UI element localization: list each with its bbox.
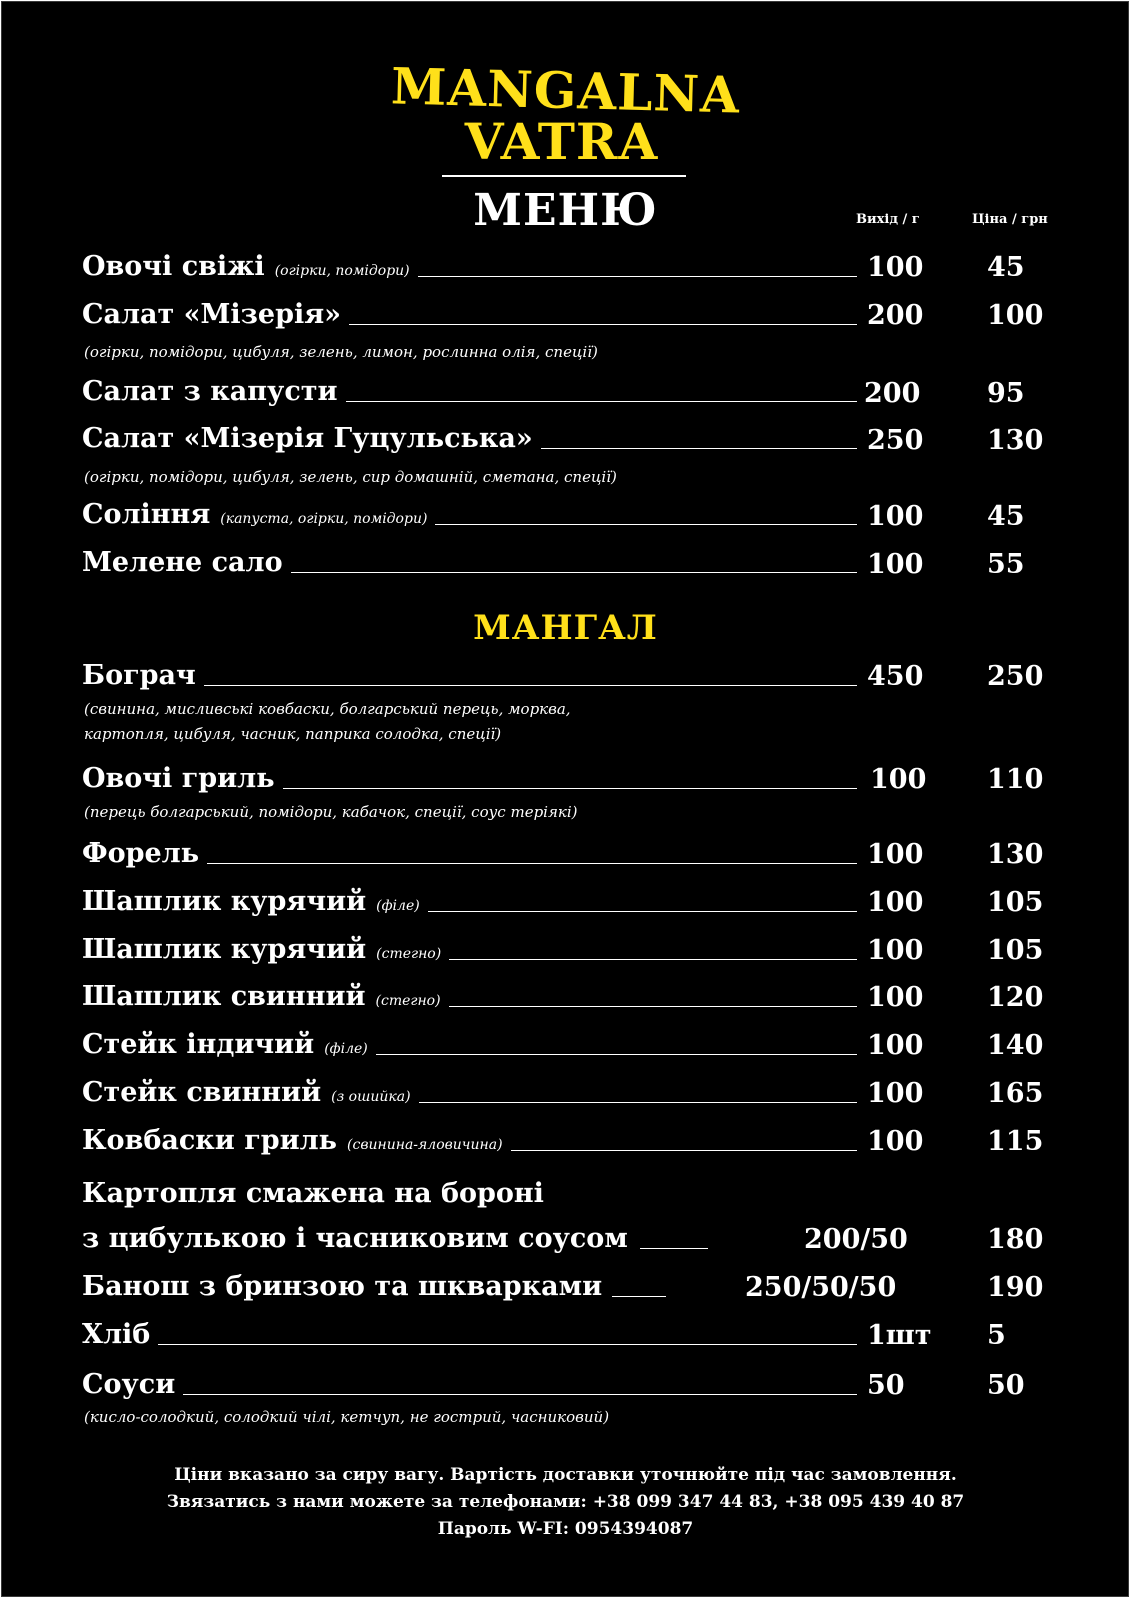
item-name: Салат «Мізерія»: [82, 299, 342, 330]
item-weight: 100: [867, 935, 924, 966]
menu-item: [82, 1368, 857, 1398]
item-name: Банош з бринзою та шкварками: [82, 1271, 603, 1302]
dot-leader: [449, 959, 857, 960]
item-name: Стейк свинний: [82, 1077, 322, 1108]
footer-line-phones: Звязатись з нами можете за телефонами: +38 099 347 44 83, +38 095 439 40 87: [166, 1492, 965, 1512]
item-price: 115: [987, 1126, 1044, 1157]
menu-item: [82, 422, 857, 452]
menu-board: [1, 1, 1129, 1597]
item-name: Хліб: [82, 1319, 151, 1350]
menu-item: [82, 1028, 857, 1058]
item-price: 45: [987, 252, 1025, 283]
item-price: 55: [987, 549, 1025, 580]
menu-item: [82, 498, 857, 528]
item-weight: 1шт: [867, 1320, 932, 1351]
dot-leader: [376, 1054, 857, 1055]
dot-leader: [435, 524, 857, 525]
item-note: (з ошийка): [331, 1089, 411, 1105]
item-name: Шашлик курячий: [82, 886, 367, 917]
item-weight: 100: [867, 1078, 924, 1109]
item-name: Салат з капусти: [82, 376, 338, 407]
menu-item: [82, 885, 857, 915]
item-description: (перець болгарський, помідори, кабачок, спеції, соус теріякі): [84, 803, 578, 821]
item-weight: 200: [864, 378, 921, 409]
logo-divider: [442, 175, 686, 177]
menu-item: [82, 659, 857, 689]
dot-leader: [207, 863, 857, 864]
item-note: (філе): [376, 898, 420, 914]
item-name: Овочі гриль: [82, 763, 275, 794]
item-price: 100: [987, 300, 1044, 331]
item-price: 110: [987, 764, 1044, 795]
menu-item: [82, 837, 857, 867]
menu-item: [82, 546, 857, 576]
item-name: Шашлик курячий: [82, 934, 367, 965]
item-note: (огірки, помідори): [274, 263, 410, 279]
item-price: 45: [987, 501, 1025, 532]
column-header-weight: Вихід / г: [856, 212, 920, 227]
item-weight: 100: [867, 252, 924, 283]
menu-item: [82, 933, 857, 963]
item-weight: 250: [867, 425, 924, 456]
dot-leader: [183, 1394, 857, 1395]
item-weight: 100: [867, 1030, 924, 1061]
item-weight: 200: [867, 300, 924, 331]
item-name: Форель: [82, 838, 200, 869]
item-weight: 250/50/50: [745, 1272, 897, 1303]
item-name: Салат «Мізерія Гуцульська»: [82, 423, 533, 454]
menu-item: [82, 762, 857, 792]
menu-item: [82, 1222, 792, 1252]
dot-leader: [346, 401, 857, 402]
item-description: картопля, цибуля, часник, паприка солодка, спеції): [84, 725, 502, 743]
item-description: (свинина, мисливські ковбаски, болгарський перець, морква,: [84, 700, 571, 718]
dot-leader: [283, 788, 857, 789]
item-weight: 100: [867, 549, 924, 580]
item-price: 120: [987, 982, 1044, 1013]
item-price: 190: [987, 1272, 1044, 1303]
dot-leader: [511, 1150, 857, 1151]
menu-item: [82, 375, 857, 405]
dot-leader: [449, 1006, 857, 1007]
section-title-grill: МАНГАЛ: [473, 608, 658, 648]
dot-leader: [204, 685, 857, 686]
item-description: (огірки, помідори, цибуля, зелень, лимон, рослинна олія, спеції): [84, 343, 598, 361]
item-name: з цибулькою і часниковим соусом: [82, 1223, 628, 1254]
menu-item: [82, 980, 857, 1010]
item-name: Овочі свіжі: [82, 251, 265, 282]
dot-leader: [349, 324, 857, 325]
menu-item: [82, 1076, 857, 1106]
item-price: 250: [987, 661, 1044, 692]
dot-leader: [640, 1248, 708, 1249]
item-name: Соління: [82, 499, 211, 530]
brand-line1: MANGALNA: [390, 56, 741, 125]
menu-item: [82, 1124, 857, 1154]
item-name: Стейк індичий: [82, 1029, 315, 1060]
menu-item: [82, 250, 857, 280]
item-weight: 100: [867, 501, 924, 532]
item-price: 140: [987, 1030, 1044, 1061]
item-weight: 450: [867, 661, 924, 692]
footer-line-prices: Ціни вказано за сиру вагу. Вартість доставки уточнюйте під час замовлення.: [174, 1465, 957, 1485]
item-name: Ковбаски гриль: [82, 1125, 338, 1156]
menu-item: [82, 1318, 857, 1348]
item-weight: 50: [867, 1370, 905, 1401]
item-price: 180: [987, 1224, 1044, 1255]
column-header-price: Ціна / грн: [972, 212, 1048, 227]
dot-leader: [428, 911, 857, 912]
item-name: Бограч: [82, 660, 196, 691]
dot-leader: [291, 572, 857, 573]
item-note: (капуста, огірки, помідори): [220, 511, 428, 527]
item-price: 105: [987, 887, 1044, 918]
item-price: 5: [987, 1320, 1006, 1351]
item-description: (кисло-солодкий, солодкий чілі, кетчуп, не гострий, часниковий): [84, 1408, 610, 1426]
dot-leader: [158, 1344, 857, 1345]
item-weight: 100: [867, 839, 924, 870]
item-weight: 100: [867, 1126, 924, 1157]
item-price: 95: [987, 378, 1025, 409]
item-price: 50: [987, 1370, 1025, 1401]
item-name: Соуси: [82, 1369, 176, 1400]
item-note: (філе): [324, 1041, 368, 1057]
item-description: (огірки, помідори, цибуля, зелень, сир домашній, сметана, спеції): [84, 468, 617, 486]
item-note: (стегно): [375, 993, 441, 1009]
dot-leader: [419, 1102, 857, 1103]
item-name: Картопля смажена на бороні: [82, 1178, 544, 1209]
item-name: Шашлик свинний: [82, 981, 366, 1012]
item-price: 130: [987, 839, 1044, 870]
item-weight: 100: [867, 982, 924, 1013]
item-weight: 100: [867, 887, 924, 918]
footer-line-wifi: Пароль W-FI: 0954394087: [437, 1519, 694, 1539]
dot-leader: [612, 1296, 666, 1297]
menu-title: МЕНЮ: [473, 185, 658, 236]
item-name: Мелене сало: [82, 547, 283, 578]
item-price: 105: [987, 935, 1044, 966]
item-weight: 200/50: [804, 1224, 908, 1255]
item-note: (стегно): [376, 946, 442, 962]
item-weight: 100: [870, 764, 927, 795]
brand-line2: VATRA: [464, 112, 659, 171]
dot-leader: [418, 276, 857, 277]
menu-item: [82, 298, 857, 328]
item-note: (свинина-яловичина): [347, 1137, 503, 1153]
menu-item: [82, 1270, 742, 1300]
dot-leader: [541, 448, 857, 449]
item-price: 130: [987, 425, 1044, 456]
item-price: 165: [987, 1078, 1044, 1109]
